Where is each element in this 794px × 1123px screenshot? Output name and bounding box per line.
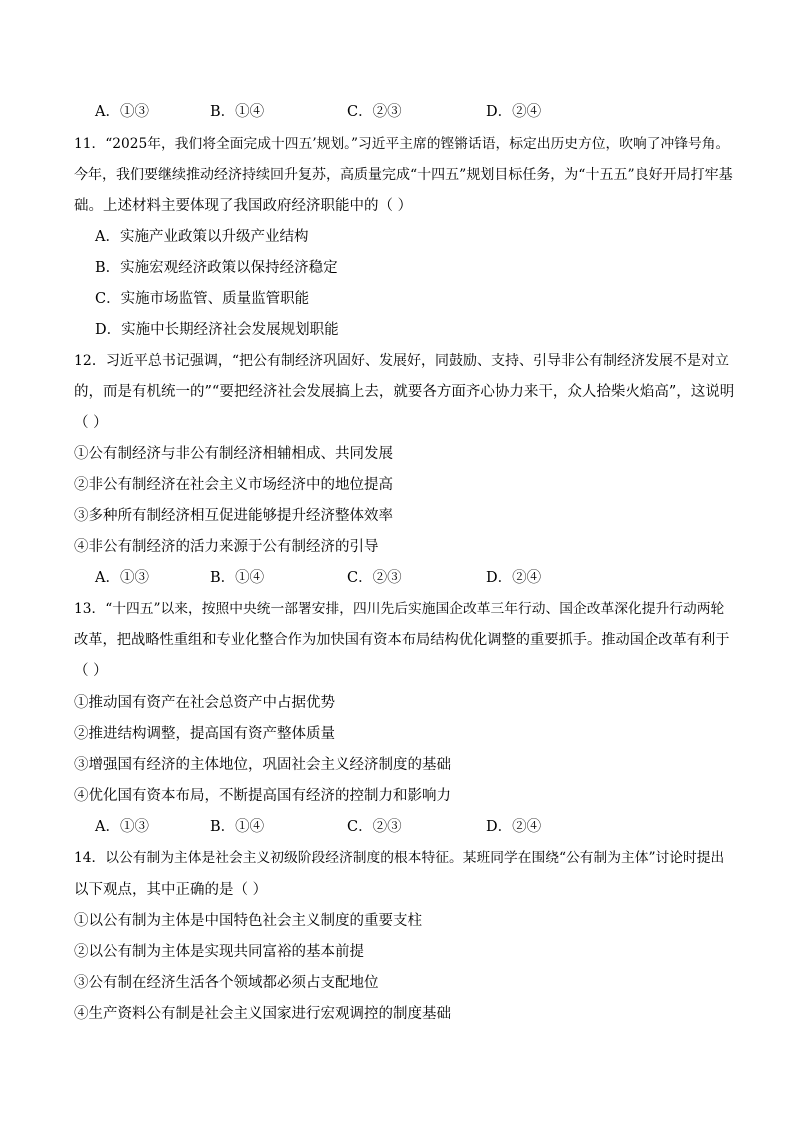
q11-text-line: 今年，我们要继续推动经济持续回升复苏，高质量完成“十四五”规划目标任务，为“十五五”良好开局打牢基 — [74, 167, 733, 183]
choice-b: B．①④ — [210, 104, 265, 120]
q14-statement: ①以公有制为主体是中国特色社会主义制度的重要支柱 — [74, 913, 422, 929]
q14-text-line: 14．以公有制为主体是社会主义初级阶段经济制度的根本特征。某班同学在围绕“公有制为主体”讨论时提出 — [74, 850, 725, 866]
choice-c: C．②③ — [347, 104, 402, 120]
q14-statement: ④生产资料公有制是社会主义国家进行宏观调控的制度基础 — [74, 1006, 451, 1022]
q13-text-line: 改革，把战略性重组和专业化整合作为加快国有资本布局结构优化调整的重要抓手。推动国企改革有利于 — [74, 632, 730, 648]
choice-b: B．①④ — [210, 570, 265, 586]
q12-statement: ④非公有制经济的活力来源于公有制经济的引导 — [74, 539, 379, 555]
q13-statement: ③增强国有经济的主体地位，巩固社会主义经济制度的基础 — [74, 757, 451, 773]
q13-statement: ④优化国有资本布局，不断提高国有经济的控制力和影响力 — [74, 788, 451, 804]
q11-text-line: 础。上述材料主要体现了我国政府经济职能中的（ ） — [74, 198, 413, 214]
q11-text-line: 11．“2025年，我们将全面完成十四五’规划。”习近平主席的铿锵话语，标定出历史方位，吹响了冲锋号角。 — [74, 136, 730, 152]
choice-d: D．②④ — [486, 104, 542, 120]
q13-statement: ①推动国有资产在社会总资产中占据优势 — [74, 695, 335, 711]
q12-text-line: （ ） — [74, 415, 108, 431]
q11-option-d: D．实施中长期经济社会发展规划职能 — [95, 322, 339, 338]
choice-a: A．①③ — [95, 819, 149, 835]
q14-text-line: 以下观点，其中正确的是（ ） — [74, 882, 268, 898]
q12-statement: ①公有制经济与非公有制经济相辅相成、共同发展 — [74, 446, 393, 462]
choice-b: B．①④ — [210, 819, 265, 835]
q13-text-line: （ ） — [74, 663, 108, 679]
choice-d: D．②④ — [486, 819, 542, 835]
q13-statement: ②推进结构调整，提高国有资产整体质量 — [74, 726, 335, 742]
q12-statement: ③多种所有制经济相互促进能够提升经济整体效率 — [74, 508, 393, 524]
q12-text-line: 12．习近平总书记强调，“把公有制经济巩固好、发展好，同鼓励、支持、引导非公有制经济发展不是对立 — [74, 353, 729, 369]
q11-option-c: C．实施市场监管、质量监管职能 — [95, 291, 310, 307]
q13-text-line: 13．“十四五”以来，按照中央统一部署安排，四川先后实施国企改革三年行动、国企改革深化提升行动两轮 — [74, 601, 725, 617]
choice-a: A．①③ — [95, 570, 149, 586]
q12-text-line: 的，而是有机统一的”“要把经济社会发展搞上去，就要各方面齐心协力来干，众人拾柴火焰高”，这说明 — [74, 384, 735, 400]
q14-statement: ③公有制在经济生活各个领域都必须占支配地位 — [74, 975, 379, 991]
choice-c: C．②③ — [347, 819, 402, 835]
choice-c: C．②③ — [347, 570, 402, 586]
choice-a: A．①③ — [95, 104, 149, 120]
q12-statement: ②非公有制经济在社会主义市场经济中的地位提高 — [74, 477, 393, 493]
choice-d: D．②④ — [486, 570, 542, 586]
q11-option-b: B．实施宏观经济政策以保持经济稳定 — [95, 260, 338, 276]
q11-option-a: A．实施产业政策以升级产业结构 — [95, 229, 309, 245]
q14-statement: ②以公有制为主体是实现共同富裕的基本前提 — [74, 944, 364, 960]
